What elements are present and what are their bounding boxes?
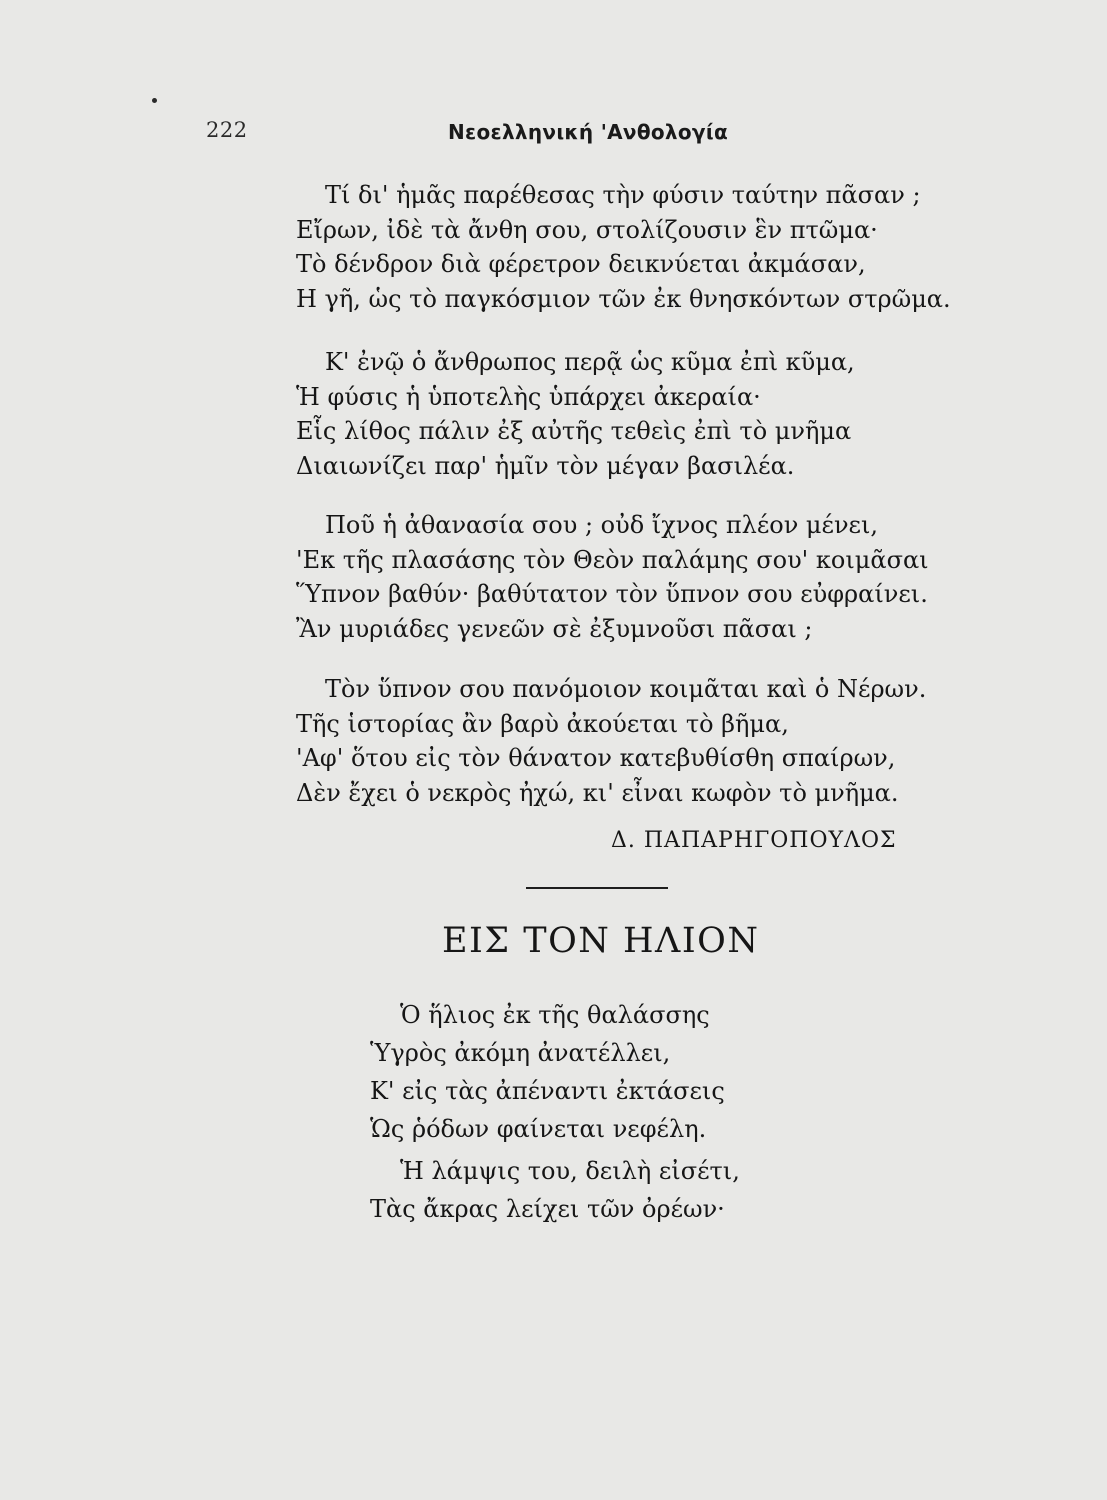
- poem-line: Κ' εἰς τὰς ἀπέναντι ἐκτάσεις: [370, 1077, 725, 1105]
- poem-line: 'Εκ τῆς πλασάσης τὸν Θεὸν παλάμης σου' κοιμᾶσαι: [296, 545, 929, 574]
- poem-line: Τὸ δένδρον διὰ φέρετρον δεικνύεται ἀκμάσαν,: [296, 250, 866, 278]
- poem-line: Ὁ ἥλιος ἐκ τῆς θαλάσσης: [400, 1001, 710, 1029]
- poem-line: Διαιωνίζει παρ' ἡμῖν τὸν μέγαν βασιλέα.: [296, 451, 795, 480]
- poem-line: Εἷς λίθος πάλιν ἐξ αὐτῆς τεθεὶς ἐπὶ τὸ μνῆμα: [296, 417, 852, 445]
- poem-line: Ποῦ ἡ ἀθανασία σου ; οὐδ ἴχνος πλέον μένει,: [325, 511, 879, 539]
- page-number: 222: [206, 118, 248, 142]
- poem-line: Τῆς ἱστορίας ἂν βαρὺ ἀκούεται τὸ βῆμα,: [296, 709, 789, 738]
- poem2-stanza-1: [370, 996, 870, 1148]
- poem-line: Κ' ἐνῷ ὁ ἄνθρωπος περᾷ ὡς κῦμα ἐπὶ κῦμα,: [325, 348, 855, 376]
- poem2-stanza-2: [370, 1152, 870, 1228]
- poem1-stanza-2: [296, 345, 996, 483]
- poem-line: Τὸν ὕπνον σου πανόμοιον κοιμᾶται καὶ ὁ Νέρων.: [325, 675, 927, 703]
- poem-line: 'Αφ' ὅτου εἰς τὸν θάνατον κατεβυθίσθη σπαίρων,: [296, 744, 896, 772]
- poem-line: Εἴρων, ἰδὲ τὰ ἄνθη σου, στολίζουσιν ἓν πτῶμα·: [296, 215, 878, 244]
- poem-line: Τὰς ἄκρας λείχει τῶν ὀρέων·: [370, 1195, 725, 1223]
- author-signature: Δ. ΠΑΠΑΡΗΓΟΠΟΥΛΟΣ: [611, 828, 897, 853]
- poem1-stanza-1: [296, 178, 996, 316]
- poem-line: Τί δι' ἡμᾶς παρέθεσας τὴν φύσιν ταύτην πᾶσαν ;: [325, 181, 921, 209]
- poem1-stanza-3: [296, 508, 996, 646]
- poem-line: Ὕπνον βαθύν· βαθύτατον τὸν ὕπνον σου εὐφραίνει.: [296, 580, 928, 608]
- poem-line: Ὑγρὸς ἀκόμη ἀνατέλλει,: [370, 1039, 671, 1067]
- poem-line: Ὡς ῥόδων φαίνεται νεφέλη.: [370, 1115, 707, 1143]
- poem-line: Δὲν ἔχει ὁ νεκρὸς ἠχώ, κι' εἶναι κωφὸν τὸ μνῆμα.: [296, 778, 899, 807]
- poem-line: Ἡ φύσις ἡ ὑποτελὴς ὑπάρχει ἀκεραία·: [296, 382, 761, 411]
- poem-line: Η γῆ, ὡς τὸ παγκόσμιον τῶν ἐκ θνησκόντων στρῶμα.: [296, 284, 951, 313]
- section-divider: [526, 887, 668, 889]
- ink-speck: [152, 98, 157, 103]
- poem-line: Ἂν μυριάδες γενεῶν σὲ ἐξυμνοῦσι πᾶσαι ;: [296, 614, 813, 643]
- poem-title: ΕΙΣ ΤΟΝ ΗΛΙΟΝ: [442, 921, 760, 961]
- poem1-stanza-4: [296, 672, 996, 810]
- poem-line: Ἡ λάμψις του, δειλὴ εἰσέτι,: [400, 1157, 740, 1185]
- running-title: Νεοελληνική 'Ανθολογία: [448, 120, 728, 144]
